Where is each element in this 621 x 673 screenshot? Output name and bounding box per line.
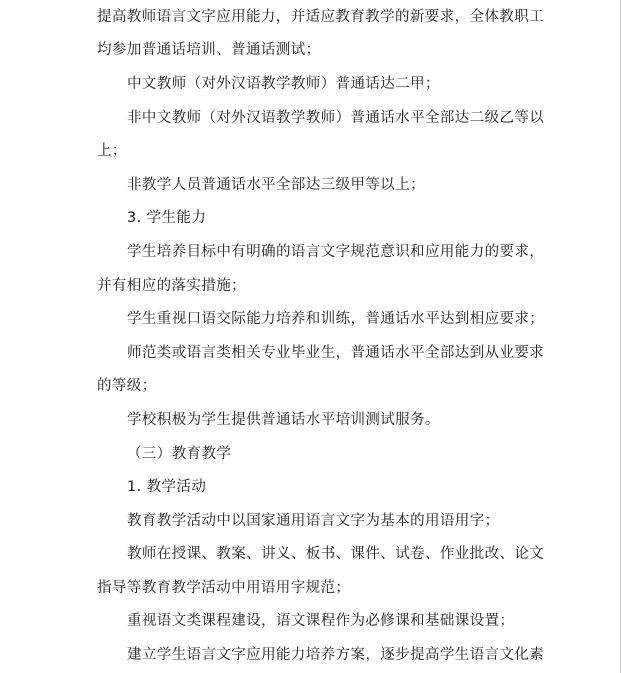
- text-line-3: 中文教师（对外汉语教学教师）普通话达二甲；: [127, 76, 440, 92]
- text-line-18: 指导等教育教学活动中用语用字规范；: [97, 580, 351, 596]
- text-line-10: 学生重视口语交际能力培养和训练，普通话水平达到相应要求；: [127, 311, 545, 327]
- text-line-6: 非教学人员普通话水平全部达三级甲等以上；: [127, 177, 425, 193]
- text-line-5: 上；: [97, 143, 127, 159]
- text-line-16: 教育教学活动中以国家通用语言文字为基本的用语用字；: [127, 513, 500, 529]
- text-line-19: 重视语文类课程建设，语文课程作为必修课和基础课设置；: [127, 613, 515, 629]
- section-heading-teaching-activities: 1. 教学活动: [127, 479, 207, 495]
- text-line-13: 学校积极为学生提供普通话水平培训测试服务。: [127, 412, 440, 428]
- text-line-20: 建立学生语言文字应用能力培养方案，逐步提高学生语言文化素: [127, 647, 545, 663]
- text-line-9: 并有相应的落实措施；: [97, 278, 246, 294]
- text-line-1: 提高教师语言文字应用能力，并适应教育教学的新要求，全体教职工: [97, 9, 544, 25]
- text-line-4: 非中文教师（对外汉语教学教师）普通话水平全部达二级乙等以: [127, 110, 545, 126]
- text-line-11: 师范类或语言类相关专业毕业生，普通话水平全部达到从业要求: [127, 345, 545, 361]
- text-line-17: 教师在授课、教案、讲义、板书、课件、试卷、作业批改、论文: [127, 546, 545, 562]
- text-line-12: 的等级；: [97, 378, 157, 394]
- section-heading-education-teaching: （三）教育教学: [127, 446, 232, 462]
- section-heading-student-ability: 3. 学生能力: [127, 210, 207, 226]
- text-line-2: 均参加普通话培训、普通话测试；: [97, 42, 321, 58]
- text-line-8: 学生培养目标中有明确的语言文字规范意识和应用能力的要求，: [127, 244, 545, 260]
